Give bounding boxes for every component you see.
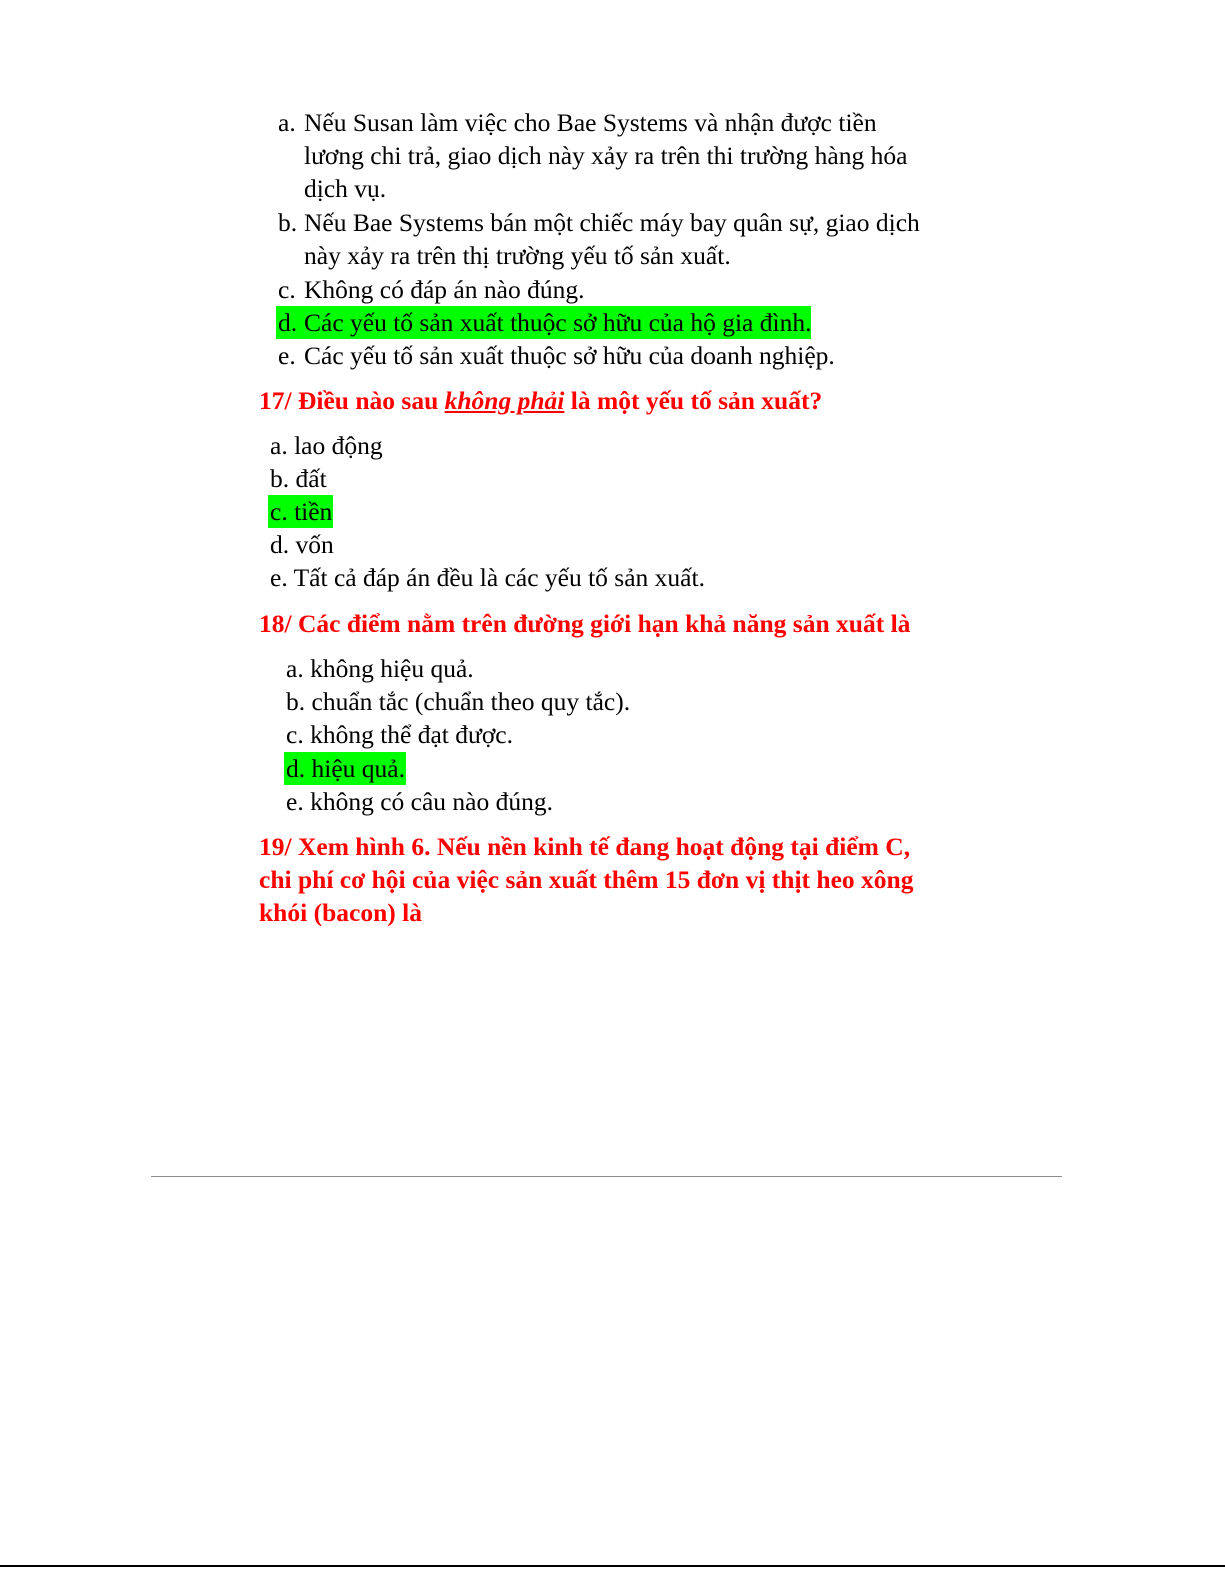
q17-option-a: a. lao động (270, 431, 383, 460)
q17-heading: 17/ Điều nào sau không phải là một yếu tố sản xuất? (259, 386, 823, 415)
q18-option-d-highlighted: d. hiệu quả. (286, 754, 405, 783)
q17-option-c-highlighted: c. tiền (270, 497, 333, 526)
q16-option-b: b. Nếu Bae Systems bán một chiếc máy bay quân sự, giao dịch (278, 208, 920, 237)
page-separator-rule (151, 1176, 1062, 1177)
q16-option-a-line-3: dịch vụ. (304, 174, 387, 203)
q17-option-e: e. Tất cả đáp án đều là các yếu tố sản xuất. (270, 563, 705, 592)
q18-option-e: e. không có câu nào đúng. (286, 787, 553, 816)
q17-option-d: d. vốn (270, 530, 334, 559)
q19-heading-line-2: chi phí cơ hội của việc sản xuất thêm 15 đơn vị thịt heo xông (259, 865, 914, 894)
q16-option-e: e. Các yếu tố sản xuất thuộc sở hữu của doanh nghiệp. (278, 341, 835, 370)
q17-option-b: b. đất (270, 464, 327, 493)
q16-option-a: a. Nếu Susan làm việc cho Bae Systems và nhận được tiền (278, 108, 877, 137)
q19-heading-line-3: khói (bacon) là (259, 898, 422, 927)
q19-heading-line-1: 19/ Xem hình 6. Nếu nền kinh tế đang hoạt động tại điểm C, (259, 832, 911, 861)
q16-option-b-line-2: này xảy ra trên thị trường yếu tố sản xuất. (304, 241, 731, 270)
q18-option-c: c. không thể đạt được. (286, 720, 513, 749)
q16-option-c: c. Không có đáp án nào đúng. (278, 275, 585, 304)
page-bottom-border (0, 1565, 1225, 1567)
q18-option-a: a. không hiệu quả. (286, 654, 474, 683)
q16-option-a-line-2: lương chi trả, giao dịch này xảy ra trên thi trường hàng hóa (304, 141, 908, 170)
q18-option-b: b. chuẩn tắc (chuẩn theo quy tắc). (286, 687, 631, 716)
q17-emphasis: không phải (444, 386, 565, 415)
q16-option-d-highlighted: d. Các yếu tố sản xuất thuộc sở hữu của hộ gia đình. (278, 308, 812, 337)
q18-heading: 18/ Các điểm nằm trên đường giới hạn khả năng sản xuất là (259, 609, 911, 638)
